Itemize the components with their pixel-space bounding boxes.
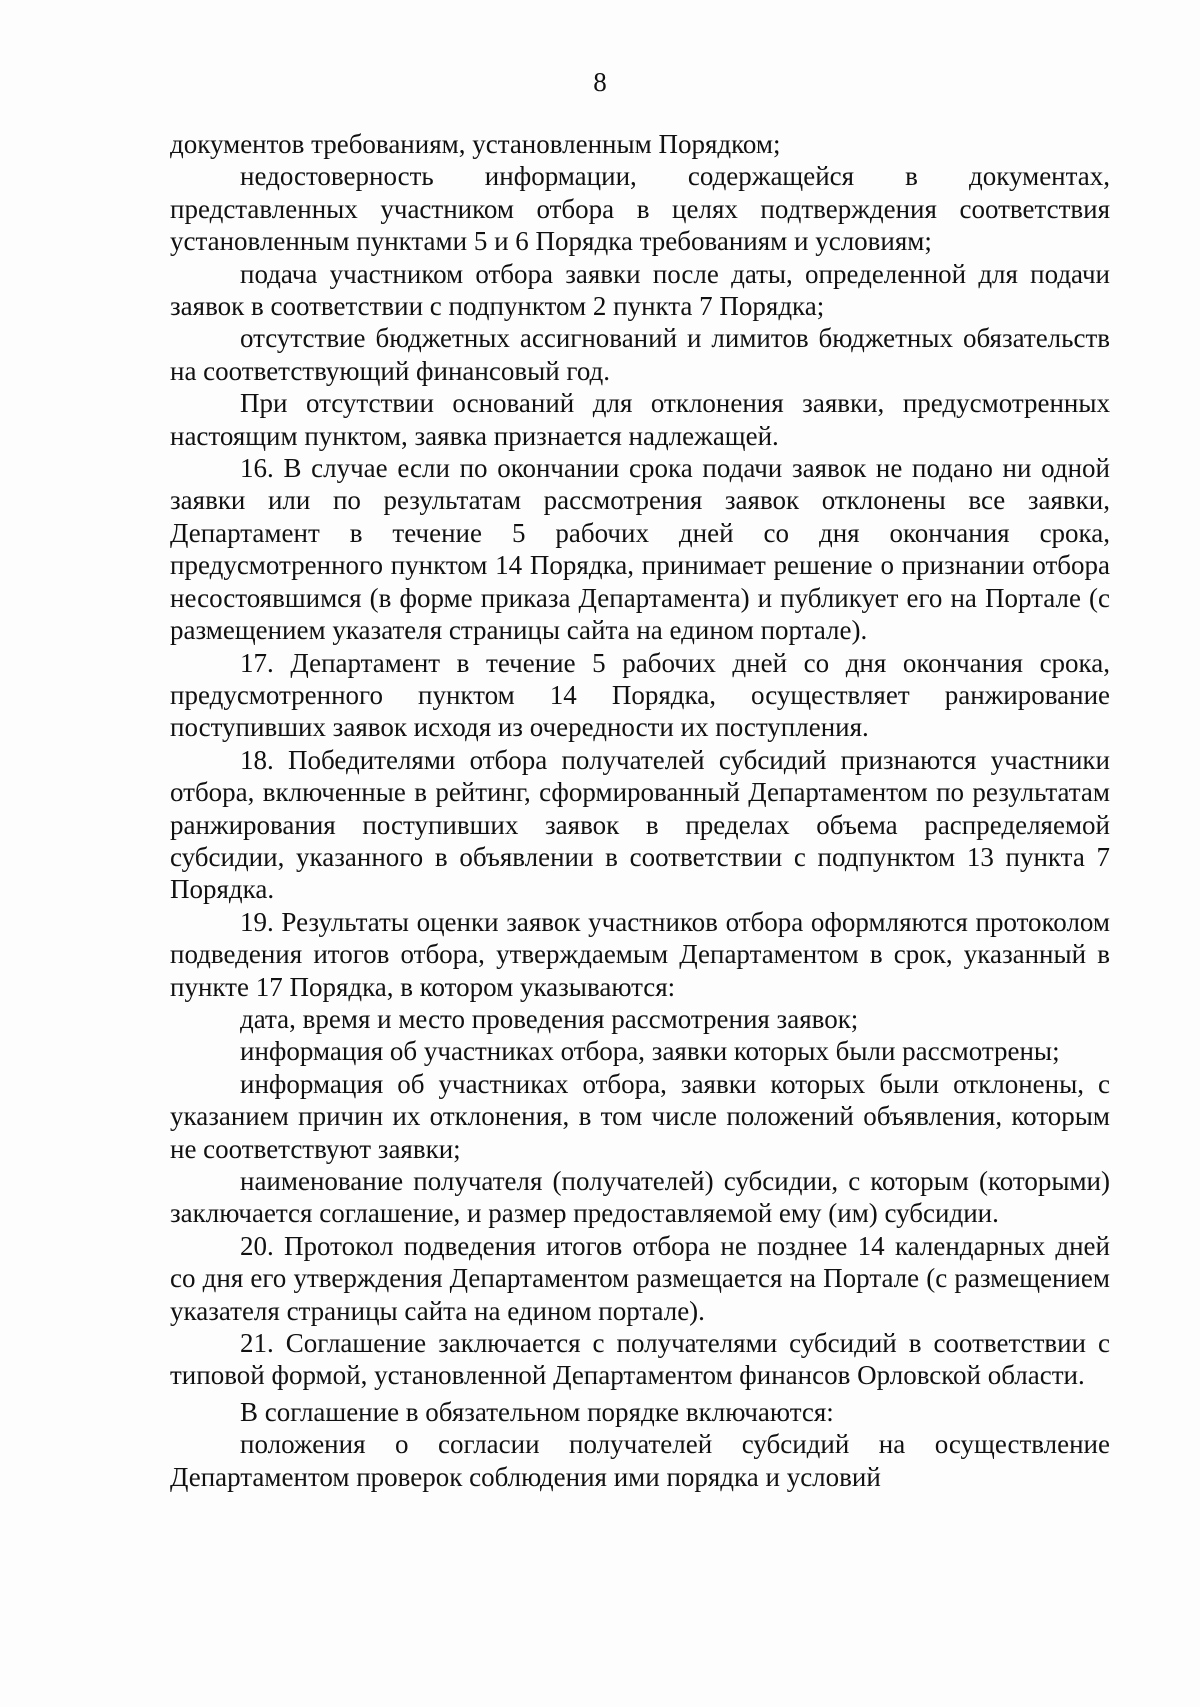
- paragraph-clause-19: 19. Результаты оценки заявок участников отбора оформляются протоколом подведения итогов отбора, утверждаемым Департаментом в срок, указанный в пункте 17 Порядка, в котором указываются:: [170, 906, 1110, 1002]
- paragraph-clause-21: 21. Соглашение заключается с получателями субсидий в соответствии с типовой формой, установленной Департаментом финансов Орловской области.: [170, 1328, 1110, 1391]
- paragraph-clause-20: 20. Протокол подведения итогов отбора не позднее 14 календарных дней со дня его утверждения Департаментом размещается на Портале (с размещением указателя страницы сайта на едином портале).: [170, 1230, 1110, 1326]
- paragraph-protocol-item-recipient: наименование получателя (получателей) субсидии, с которым (которыми) заключается соглашение, и размер предоставляемой ему (им) субсидии.: [170, 1166, 1110, 1229]
- paragraph-protocol-item-reviewed: информация об участниках отбора, заявки которых были рассмотрены;: [240, 1036, 1060, 1067]
- paragraph-protocol-item-date: дата, время и место проведения рассмотрения заявок;: [240, 1003, 859, 1034]
- paragraph-clause-18: 18. Победителями отбора получателей субсидий признаются участники отбора, включенные в рейтинг, сформированный Департаментом по результатам ранжирования поступивших заявок в пределах объема распределяемой субсидии, указанного в объявлении в соответствии с подпунктом 13 пункта 7 Порядка.: [170, 744, 1110, 905]
- paragraph-agreement-consent: положения о согласии получателей субсидий на осуществление Департаментом проверок соблюдения ими порядка и условий: [170, 1429, 1110, 1492]
- paragraph-rejection-reason-inaccurate-info: недостоверность информации, содержащейся в документах, представленных участником отбора в целях подтверждения соответствия установленным пунктами 5 и 6 Порядка требованиям и условиям;: [170, 161, 1110, 257]
- page-number: 8: [593, 67, 607, 97]
- paragraph-protocol-item-rejected: информация об участниках отбора, заявки которых были отклонены, с указанием причин их отклонения, в том числе положений объявления, которым не соответствуют заявки;: [170, 1068, 1110, 1164]
- paragraph-rejection-reason-no-budget: отсутствие бюджетных ассигнований и лимитов бюджетных обязательств на соответствующий финансовый год.: [170, 323, 1110, 386]
- paragraph-continuation: документов требованиям, установленным Порядком;: [170, 129, 781, 159]
- paragraph-application-proper: При отсутствии оснований для отклонения заявки, предусмотренных настоящим пунктом, заявка признается надлежащей.: [170, 388, 1110, 451]
- document-body: [170, 128, 1110, 1493]
- paragraph-agreement-includes: В соглашение в обязательном порядке включаются:: [240, 1396, 834, 1427]
- paragraph-rejection-reason-late-submission: подача участником отбора заявки после даты, определенной для подачи заявок в соответствии с подпунктом 2 пункта 7 Порядка;: [170, 258, 1110, 322]
- paragraph-clause-16: 16. В случае если по окончании срока подачи заявок не подано ни одной заявки или по результатам рассмотрения заявок отклонены все заявки, Департамент в течение 5 рабочих дней со дня окончания срока, предусмотренного пунктом 14 Порядка, принимает решение о признании отбора несостоявшимся (в форме приказа Департамента) и публикует его на Портале (с размещением указателя страницы сайта на едином портале).: [170, 453, 1110, 646]
- paragraph-clause-17: 17. Департамент в течение 5 рабочих дней со дня окончания срока, предусмотренного пунктом 14 Порядка, осуществляет ранжирование поступивших заявок исходя из очередности их поступления.: [170, 647, 1110, 743]
